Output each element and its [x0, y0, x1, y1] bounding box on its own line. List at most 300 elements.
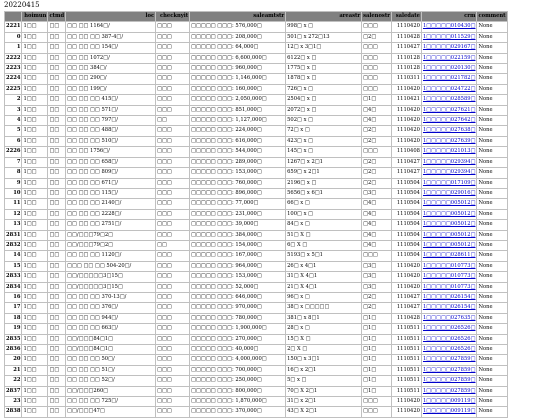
crm-link[interactable]: 1□□□□□005012□ [422, 210, 476, 217]
table-row [5, 376, 508, 386]
cell-crm [421, 168, 477, 178]
cell-loc: □□ □□ □□ 51□/ [66, 365, 156, 375]
cell-salenostr: □4□ [362, 105, 392, 115]
cell-areastr: 423□ x □ [286, 136, 362, 146]
cell-saleamtstr: □□□□□ □□□: 964,000□ [190, 261, 286, 271]
cell-loc: □□ □□ □□ 571□/ [66, 105, 156, 115]
cell-saleamtstr: □□□□□ □□□: 1,146,000□ [190, 74, 286, 84]
cell-crm [421, 136, 477, 146]
cell-loc: □□/□□□□□3□15□ [66, 272, 156, 282]
cell-loc: □□ □□ □□ 50□/ [66, 355, 156, 365]
table-row [5, 147, 508, 157]
cell-saleamtstr: □□□□□ □□□: 153,000□ [190, 272, 286, 282]
cell-hoimun: 1□□ [22, 324, 48, 334]
cell-ctmd: □□ [48, 240, 66, 250]
cell-comment: None [477, 209, 507, 219]
crm-link[interactable]: 1□□□□□026154□ [422, 304, 476, 311]
crm-link[interactable]: 1□□□□□027859□ [422, 387, 476, 394]
cell-hoimun: 1□□ [22, 313, 48, 323]
cell-ctmd: □□ [48, 334, 66, 344]
cell-crm [421, 261, 477, 271]
table-row [5, 168, 508, 178]
cell-salenostr: □□□ [362, 43, 392, 53]
cell-areastr: 2196□ x □ [286, 178, 362, 188]
cell-hoimun: 1□□ [22, 157, 48, 167]
crm-link[interactable]: 1□□□□□027638□ [422, 127, 476, 134]
row-index: 16 [5, 292, 22, 302]
row-index: 20 [5, 355, 22, 365]
cell-crm [421, 303, 477, 313]
row-index: 17 [5, 303, 22, 313]
table-row [5, 105, 508, 115]
cell-checknyit: □□□ [156, 261, 190, 271]
table-row [5, 178, 508, 188]
crm-link[interactable]: 1□□□□□022159□ [422, 54, 476, 61]
cell-comment: None [477, 32, 507, 42]
cell-saleamtstr: □□□□□ □□□: 384,000□ [190, 230, 286, 240]
cell-areastr: 659□ x 2□1 [286, 168, 362, 178]
crm-link[interactable]: 1□□□□□027635□ [422, 314, 476, 321]
crm-link[interactable]: 1□□□□□010773□ [422, 273, 476, 280]
cell-salenostr: □1□ [362, 365, 392, 375]
cell-crm [421, 282, 477, 292]
cell-loc: □□ □□ □□ 488□/ [66, 126, 156, 136]
column-header-ctmd[interactable]: ctmd [48, 12, 66, 22]
data-table [4, 11, 508, 418]
crm-link[interactable]: 1□□□□□027639□ [422, 137, 476, 144]
cell-areastr: 16□ x 2□1 [286, 365, 362, 375]
crm-link[interactable]: 1□□□□□027859□ [422, 366, 476, 373]
cell-saledate: 1110511 [391, 334, 421, 344]
cell-saledate: 1110428 [391, 313, 421, 323]
cell-crm [421, 334, 477, 344]
cell-saleamtstr: □□□□□ □□□: 231,000□ [190, 209, 286, 219]
row-index: 2225 [5, 84, 22, 94]
cell-saleamtstr: □□□□□ □□□: 1,127,000□ [190, 116, 286, 126]
cell-hoimun: 1□□ [22, 147, 48, 157]
cell-hoimun: 1□□ [22, 251, 48, 261]
cell-comment: None [477, 168, 507, 178]
cell-loc: □□ □□ □□ 797□/ [66, 116, 156, 126]
cell-saledate: 1110420 [391, 105, 421, 115]
table-row [5, 355, 508, 365]
cell-areastr: 12□ x 3□1□ [286, 43, 362, 53]
cell-salenostr: □3□ [362, 261, 392, 271]
cell-saleamtstr: □□□□□ □□□: 851,000□ [190, 105, 286, 115]
cell-loc: □□ □□ □□ 725□/ [66, 397, 156, 407]
cell-saleamtstr: □□□□□ □□□: 370,000□ [190, 407, 286, 417]
cell-saledate: 1110428 [391, 32, 421, 42]
cell-salenostr: □□□ [362, 53, 392, 63]
cell-comment: None [477, 407, 507, 417]
row-index: 2224 [5, 74, 22, 84]
cell-loc: □□ □□ □□ 52□/ [66, 376, 156, 386]
cell-salenostr: □2□ [362, 136, 392, 146]
cell-saledate: 1110511 [391, 386, 421, 396]
column-header-checknyit[interactable]: checknyit [156, 12, 190, 22]
row-index: 13 [5, 220, 22, 230]
cell-comment: None [477, 240, 507, 250]
crm-link[interactable]: 1□□□□□005012□ [422, 241, 476, 248]
cell-loc: □□ □□ □□ 663□/ [66, 324, 156, 334]
cell-saleamtstr: □□□□□ □□□: 154,000□ [190, 240, 286, 250]
cell-salenostr: □2□ [362, 168, 392, 178]
cell-saledate: 1110504 [391, 209, 421, 219]
crm-link[interactable]: 1□□□□□021013□ [422, 148, 476, 155]
crm-link[interactable]: 1□□□□□029167□ [422, 44, 476, 51]
cell-hoimun: 1□□ [22, 126, 48, 136]
cell-crm [421, 345, 477, 355]
cell-ctmd: □□ [48, 116, 66, 126]
cell-saledate: 1110420 [391, 272, 421, 282]
table-row [5, 136, 508, 146]
cell-hoimun: 1□□ [22, 240, 48, 250]
row-index: 19 [5, 324, 22, 334]
column-header-loc[interactable]: loc [66, 12, 156, 22]
cell-saleamtstr: □□□□□ □□□: 960,000□ [190, 64, 286, 74]
cell-saleamtstr: □□□□□ □□□: 270,000□ [190, 334, 286, 344]
cell-saleamtstr: □□□□□ □□□: 544,000□ [190, 147, 286, 157]
cell-comment: None [477, 345, 507, 355]
cell-loc: □□ □□ □□ 154□/ [66, 43, 156, 53]
cell-areastr: 26□ x 4□1 [286, 261, 362, 271]
cell-saledate: 1110420 [391, 116, 421, 126]
cell-saleamtstr: □□□□□ □□□: 896,000□ [190, 188, 286, 198]
cell-crm [421, 32, 477, 42]
cell-ctmd: □□ [48, 355, 66, 365]
cell-hoimun: 1□□ [22, 386, 48, 396]
cell-crm [421, 251, 477, 261]
cell-checknyit: □□□ [156, 303, 190, 313]
table-row [5, 220, 508, 230]
cell-saledate: 1110427 [391, 292, 421, 302]
cell-crm [421, 407, 477, 417]
crm-link[interactable]: 1□□□□□027859□ [422, 377, 476, 384]
cell-crm [421, 116, 477, 126]
column-header-salenostr[interactable]: salenostr [362, 12, 392, 22]
cell-loc: □□ □□ 1756□/ [66, 147, 156, 157]
crm-link[interactable]: 1□□□□□027642□ [422, 117, 476, 124]
cell-saleamtstr: □□□□□ □□□: 52,000□ [190, 282, 286, 292]
row-index: 2834 [5, 282, 22, 292]
cell-hoimun: 1□□ [22, 292, 48, 302]
cell-hoimun: 1□□ [22, 334, 48, 344]
cell-comment: None [477, 147, 507, 157]
cell-saledate: 1110427 [391, 157, 421, 167]
cell-areastr: 21□ X 4□1 [286, 282, 362, 292]
cell-crm [421, 22, 477, 32]
cell-saledate: 1110420 [391, 397, 421, 407]
cell-comment: None [477, 105, 507, 115]
cell-saleamtstr: □□□□□ □□□: 77,000□ [190, 199, 286, 209]
table-row [5, 251, 508, 261]
cell-hoimun: 1□□ [22, 365, 48, 375]
cell-salenostr: □1□ [362, 376, 392, 386]
cell-ctmd: □□ [48, 397, 66, 407]
crm-link[interactable]: 1□□□□□005012□ [422, 200, 476, 207]
cell-checknyit: □□ [156, 116, 190, 126]
cell-crm [421, 209, 477, 219]
cell-saledate: 1110408 [391, 147, 421, 157]
cell-comment: None [477, 116, 507, 126]
cell-saleamtstr: □□□□□ □□□: 153,000□ [190, 168, 286, 178]
crm-link[interactable]: 1□□□□□010773□ [422, 283, 476, 290]
table-row [5, 345, 508, 355]
column-header-crm[interactable]: crm [421, 12, 477, 22]
cell-salenostr: □1□ [362, 334, 392, 344]
cell-salenostr: □1□ [362, 386, 392, 396]
cell-loc: □□/□□□260□ [66, 386, 156, 396]
cell-comment: None [477, 230, 507, 240]
row-index: 2836 [5, 345, 22, 355]
cell-crm [421, 376, 477, 386]
cell-areastr: 31□ X 4□1 [286, 272, 362, 282]
cell-areastr: 5□ x □ [286, 376, 362, 386]
cell-ctmd: □□ [48, 178, 66, 188]
cell-ctmd: □□ [48, 74, 66, 84]
cell-loc: □□ □□ □□ 809□/ [66, 168, 156, 178]
cell-salenostr: □4□ [362, 209, 392, 219]
cell-hoimun: 1□□ [22, 272, 48, 282]
cell-hoimun: 1□□ [22, 43, 48, 53]
cell-saledate: 1110420 [391, 84, 421, 94]
cell-saleamtstr: □□□□□ □□□: 289,000□ [190, 157, 286, 167]
cell-ctmd: □□ [48, 345, 66, 355]
cell-saleamtstr: □□□□□ □□□: 4,000,000□ [190, 355, 286, 365]
cell-saleamtstr: □□□□□ □□□: 250,000□ [190, 376, 286, 386]
cell-salenostr: □□□ [362, 64, 392, 74]
cell-areastr: 501□ x 272□13 [286, 32, 362, 42]
cell-checknyit: □□ [156, 240, 190, 250]
cell-checknyit: □□□ [156, 43, 190, 53]
cell-hoimun: 1□□ [22, 116, 48, 126]
cell-comment: None [477, 251, 507, 261]
row-index: 8 [5, 168, 22, 178]
cell-comment: None [477, 188, 507, 198]
cell-areastr: 38□ x □□□□□ [286, 303, 362, 313]
cell-checknyit: □□□ [156, 84, 190, 94]
table-row [5, 261, 508, 271]
cell-checknyit: □□□ [156, 313, 190, 323]
cell-checknyit: □□□ [156, 136, 190, 146]
cell-comment: None [477, 64, 507, 74]
cell-hoimun: 1□□ [22, 188, 48, 198]
row-index: 4 [5, 116, 22, 126]
cell-checknyit: □□□ [156, 386, 190, 396]
row-index: 22 [5, 376, 22, 386]
cell-checknyit: □□□ [156, 188, 190, 198]
cell-saledate: 1110427 [391, 43, 421, 53]
cell-ctmd: □□ [48, 272, 66, 282]
cell-comment: None [477, 386, 507, 396]
cell-saleamtstr: □□□□□ □□□: 780,000□ [190, 313, 286, 323]
cell-areastr: 72□ x □ [286, 126, 362, 136]
cell-ctmd: □□ [48, 230, 66, 240]
column-header-saleamtstr[interactable]: saleamtstr [190, 12, 286, 22]
cell-crm [421, 43, 477, 53]
crm-link[interactable]: 1□□□□□005012□ [422, 221, 476, 228]
crm-link[interactable]: 1□□□□□017109□ [422, 179, 476, 186]
crm-link[interactable]: 1□□□□□021782□ [422, 75, 476, 82]
cell-saleamtstr: □□□□□ □□□: 760,000□ [190, 178, 286, 188]
cell-loc: □□ □□ □□ 387-4□/ [66, 32, 156, 42]
cell-checknyit: □□□ [156, 365, 190, 375]
cell-comment: None [477, 84, 507, 94]
crm-link[interactable]: 1□□□□□027859□ [422, 356, 476, 363]
row-index: 6 [5, 136, 22, 146]
crm-link[interactable]: 1□□□□□029394□ [422, 169, 476, 176]
cell-ctmd: □□ [48, 22, 66, 32]
cell-comment: None [477, 313, 507, 323]
cell-saledate: 1110511 [391, 345, 421, 355]
row-index: 21 [5, 365, 22, 375]
table-row [5, 272, 508, 282]
cell-checknyit: □□□ [156, 147, 190, 157]
column-header-saledate[interactable]: saledate [391, 12, 421, 22]
cell-saleamtstr: □□□□□ □□□: 167,000□ [190, 251, 286, 261]
crm-link[interactable]: 1□□□□□029394□ [422, 158, 476, 165]
cell-comment: None [477, 292, 507, 302]
cell-ctmd: □□ [48, 292, 66, 302]
cell-areastr: 15□ X □ [286, 334, 362, 344]
cell-ctmd: □□ [48, 43, 66, 53]
cell-saledate: 1110420 [391, 22, 421, 32]
crm-link[interactable]: 1□□□□□029016□ [422, 189, 476, 196]
cell-comment: None [477, 22, 507, 32]
cell-ctmd: □□ [48, 157, 66, 167]
crm-link[interactable]: 1□□□□□026526□ [422, 335, 476, 342]
cell-saleamtstr: □□□□□ □□□: 1,870,000□ [190, 397, 286, 407]
cell-saleamtstr: □□□□□ □□□: 160,000□ [190, 84, 286, 94]
row-index: 2 [5, 95, 22, 105]
table-row [5, 43, 508, 53]
cell-hoimun: 1□□ [22, 282, 48, 292]
cell-ctmd: □□ [48, 168, 66, 178]
cell-salenostr: □2□ [362, 292, 392, 302]
table-row [5, 95, 508, 105]
crm-link[interactable]: 1□□□□□024722□ [422, 85, 476, 92]
table-row [5, 407, 508, 417]
cell-salenostr: □2□ [362, 157, 392, 167]
cell-hoimun: 1□□ [22, 22, 48, 32]
row-index: 2226 [5, 147, 22, 157]
cell-ctmd: □□ [48, 53, 66, 63]
cell-comment: None [477, 397, 507, 407]
crm-link[interactable]: 1□□□□□010773□ [422, 262, 476, 269]
cell-checknyit: □□□ [156, 209, 190, 219]
cell-salenostr: □1□ [362, 95, 392, 105]
table-row [5, 313, 508, 323]
crm-link[interactable]: 1□□□□□027621□ [422, 106, 476, 113]
table-row [5, 84, 508, 94]
cell-crm [421, 355, 477, 365]
table-row [5, 22, 508, 32]
crm-link[interactable]: 1□□□□□028611□ [422, 252, 476, 259]
cell-comment: None [477, 95, 507, 105]
cell-loc: □□ □□ □□ 2140□/ [66, 199, 156, 209]
crm-link[interactable]: 1□□□□□009119□ [422, 408, 476, 415]
cell-loc: □□/□□□□□3□15□ [66, 282, 156, 292]
cell-areastr: 84□ x □ [286, 220, 362, 230]
cell-loc: □□ □□ □□ 415□/ [66, 95, 156, 105]
cell-ctmd: □□ [48, 126, 66, 136]
cell-hoimun: 1□□ [22, 303, 48, 313]
cell-checknyit: □□□ [156, 282, 190, 292]
cell-checknyit: □□□ [156, 53, 190, 63]
cell-ctmd: □□ [48, 188, 66, 198]
cell-checknyit: □□□ [156, 272, 190, 282]
cell-hoimun: 1□□ [22, 230, 48, 240]
crm-link[interactable]: 1□□□□□026154□ [422, 293, 476, 300]
cell-ctmd: □□ [48, 386, 66, 396]
table-row [5, 74, 508, 84]
table-row [5, 64, 508, 74]
cell-comment: None [477, 136, 507, 146]
cell-areastr: 150□ x 3□1 [286, 355, 362, 365]
cell-areastr: 1878□ x □ [286, 74, 362, 84]
cell-loc: □□ □□ □□ 658□/ [66, 157, 156, 167]
cell-hoimun: 1□□ [22, 84, 48, 94]
cell-areastr: 1775□ x □ [286, 64, 362, 74]
cell-saledate: 1110504 [391, 240, 421, 250]
cell-saleamtstr: □□□□□ □□□: 208,000□ [190, 32, 286, 42]
crm-link[interactable]: 1□□□□□026526□ [422, 346, 476, 352]
cell-salenostr: □1□ [362, 324, 392, 334]
crm-link[interactable]: 1□□□□□005012□ [422, 231, 476, 238]
crm-link[interactable]: 1□□□□□009119□ [422, 398, 476, 405]
crm-link[interactable]: 1□□□□□026526□ [422, 325, 476, 332]
row-index: 1 [5, 43, 22, 53]
cell-hoimun: 1□□ [22, 261, 48, 271]
cell-saleamtstr: □□□□□ □□□: 646,000□ [190, 292, 286, 302]
crm-link[interactable]: 1□□□□□020130□ [422, 65, 476, 72]
cell-areastr: 51□ X □ [286, 230, 362, 240]
cell-ctmd: □□ [48, 376, 66, 386]
crm-link[interactable]: 1□□□□□010430□ [422, 23, 476, 30]
cell-areastr: 28□ x □ [286, 324, 362, 334]
cell-ctmd: □□ [48, 84, 66, 94]
row-index: 2221 [5, 22, 22, 32]
cell-crm [421, 178, 477, 188]
cell-areastr: 145□ x □ [286, 147, 362, 157]
crm-link[interactable]: 1□□□□□011529□ [422, 33, 476, 40]
crm-link[interactable]: 1□□□□□028589□ [422, 96, 476, 103]
row-index: 2835 [5, 334, 22, 344]
cell-ctmd: □□ [48, 303, 66, 313]
cell-hoimun: 1□□ [22, 345, 48, 355]
column-header-areastr[interactable]: areastr [286, 12, 362, 22]
cell-crm [421, 230, 477, 240]
column-header-hoimun[interactable]: hoimun [22, 12, 48, 22]
column-header-comment[interactable]: comment [477, 12, 507, 22]
cell-ctmd: □□ [48, 32, 66, 42]
cell-ctmd: □□ [48, 199, 66, 209]
cell-saledate: 1110504 [391, 220, 421, 230]
cell-areastr: 502□ x □ [286, 116, 362, 126]
cell-comment: None [477, 303, 507, 313]
cell-checknyit: □□□ [156, 292, 190, 302]
table-row [5, 199, 508, 209]
table-row [5, 282, 508, 292]
table-row [5, 303, 508, 313]
cell-areastr: 726□ x □ [286, 84, 362, 94]
cell-loc: □□ □□ □□ 510□/ [66, 136, 156, 146]
cell-saledate: 1110511 [391, 324, 421, 334]
cell-loc: □□ □□ □□ 671□/ [66, 178, 156, 188]
cell-checknyit: □□□ [156, 334, 190, 344]
cell-crm [421, 74, 477, 84]
cell-salenostr: □2□ [362, 32, 392, 42]
